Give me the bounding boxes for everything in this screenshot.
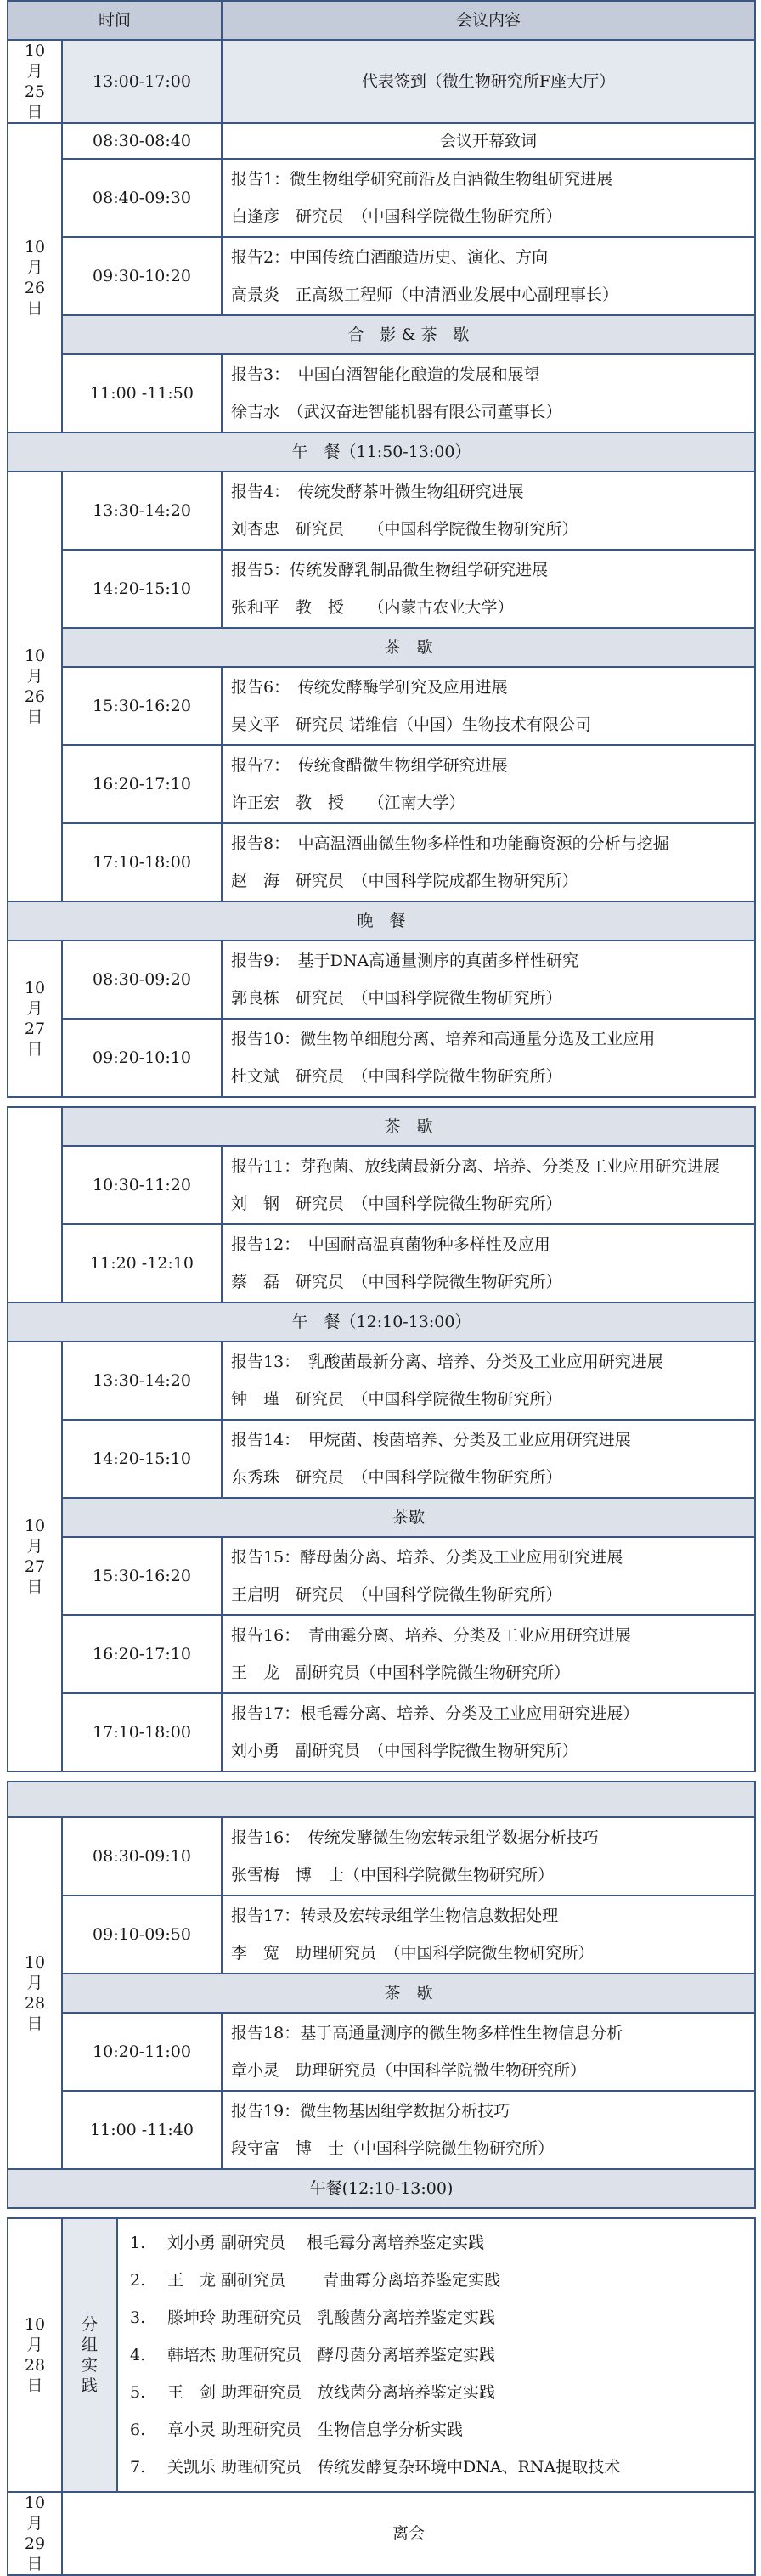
lunch-row [8,432,755,472]
break-row [8,628,755,667]
report-cell [222,745,755,823]
row-report [8,2013,755,2091]
break-label: 茶歇 [62,1498,755,1537]
lunch-label: 午 餐（11:50-13:00） [8,432,755,472]
report-speaker: 吴文平 研究员 诺维信（中国）生物技术有限公司 [231,715,592,734]
report-cell [222,2091,755,2169]
report-speaker: 杜文斌 研究员 （中国科学院微生物研究所） [231,1067,562,1086]
session-text: 会议开幕致词 [222,123,755,159]
time-cell: 08:30-08:40 [62,123,222,159]
report-speaker: 徐吉水 （武汉奋进智能机器有限公司董事长） [231,403,562,421]
date-cell: 10月 26日 [8,472,62,901]
row-report [8,2091,755,2169]
practice-list [130,2224,746,2486]
time-cell: 17:10-18:00 [62,823,222,901]
row-report [8,472,755,550]
report-cell [222,1537,755,1615]
report-cell [222,159,755,237]
report-speaker: 许正宏 教 授 （江南大学） [231,794,465,812]
report-speaker: 东秀珠 研究员 （中国科学院微生物研究所） [231,1468,562,1487]
date-cell-empty [8,1107,62,1302]
date-cell: 10月 28日 [8,1817,62,2169]
row-report [8,745,755,823]
break-row [8,1498,755,1537]
list-item: 6. 章小灵 助理研究员 生物信息学分析实践 [130,2421,464,2439]
break-label: 茶 歇 [62,1974,755,2013]
row-report [8,1895,755,1974]
report-speaker: 张和平 教 授 （内蒙古农业大学） [231,598,514,617]
header-row [8,1,755,40]
time-cell: 10:20-11:00 [62,2013,222,2091]
row-report [8,1342,755,1420]
report-cell [222,472,755,550]
list-item: 7. 关凯乐 助理研究员 传统发酵复杂环境中DNA、RNA提取技术 [130,2458,621,2477]
report-title: 报告7： 传统食醋微生物组学研究进展 [231,756,508,775]
time-cell: 13:30-14:20 [62,472,222,550]
time-cell: 17:10-18:00 [62,1693,222,1771]
report-title: 报告15：酵母菌分离、培养、分类及工业应用研究进展 [231,1548,623,1567]
time-cell: 08:30-09:10 [62,1817,222,1895]
list-item: 5. 王 剑 助理研究员 放线菌分离培养鉴定实践 [130,2383,496,2402]
time-cell: 09:20-10:10 [62,1019,222,1097]
time-cell: 11:00 -11:40 [62,2091,222,2169]
report-cell [222,1615,755,1693]
row-checkin [8,40,755,123]
row-report [8,667,755,745]
time-cell: 11:20 -12:10 [62,1224,222,1302]
report-cell [222,1693,755,1771]
date-cell: 10月 25日 [8,40,62,123]
report-title: 报告16： 青曲霉分离、培养、分类及工业应用研究进展 [231,1626,631,1645]
report-title: 报告2：中国传统白酒酿造历史、演化、方向 [231,248,549,267]
date-cell: 10月 27日 [8,941,62,1097]
report-title: 报告3： 中国白酒智能化酿造的发展和展望 [231,365,540,384]
time-cell: 13:30-14:20 [62,1342,222,1420]
date-cell: 10月 27日 [8,1342,62,1771]
list-item: 4. 韩培杰 助理研究员 酵母菌分离培养鉴定实践 [130,2346,496,2364]
report-title: 报告13： 乳酸菌最新分离、培养、分类及工业应用研究进展 [231,1353,663,1371]
report-cell [222,941,755,1019]
report-cell [222,1895,755,1974]
report-title: 报告5：传统发酵乳制品微生物组学研究进展 [231,561,549,579]
time-cell: 10:30-11:20 [62,1146,222,1224]
schedule-table [7,0,756,2576]
report-title: 报告10：微生物单细胞分离、培养和高通量分选及工业应用 [231,1030,656,1048]
row-report [8,354,755,432]
report-title: 报告16： 传统发酵微生物宏转录组学数据分析技巧 [231,1828,599,1847]
report-cell [222,2013,755,2091]
report-title: 报告19：微生物基因组学数据分析技巧 [231,2102,510,2121]
report-cell [222,354,755,432]
row-report [8,1420,755,1498]
blank-band [8,1782,755,1817]
report-cell [222,1342,755,1420]
list-item: 2. 王 龙 副研究员 青曲霉分离培养鉴定实践 [130,2271,501,2290]
row-report [8,941,755,1019]
report-title: 报告9： 基于DNA高通量测序的真菌多样性研究 [231,952,579,970]
report-speaker: 赵 海 研究员 （中国科学院成都生物研究所） [231,872,578,890]
time-cell: 08:30-09:20 [62,941,222,1019]
report-title: 报告14： 甲烷菌、梭菌培养、分类及工业应用研究进展 [231,1431,631,1449]
report-cell [222,1420,755,1498]
row-report [8,1019,755,1097]
dinner-label: 晚 餐 [8,901,755,941]
report-speaker: 白逢彦 研究员 （中国科学院微生物研究所） [231,207,562,226]
report-title: 报告6： 传统发酵酶学研究及应用进展 [231,678,508,697]
report-speaker: 王启明 研究员 （中国科学院微生物研究所） [231,1585,562,1604]
date-cell: 10月 26日 [8,123,62,432]
report-speaker: 刘杏忠 研究员 （中国科学院微生物研究所） [231,520,578,539]
report-speaker: 章小灵 助理研究员（中国科学院微生物研究所） [231,2061,587,2080]
report-title: 报告8： 中高温酒曲微生物多样性和功能酶资源的分析与挖掘 [231,834,669,853]
time-cell: 09:30-10:20 [62,237,222,315]
report-cell [222,237,755,315]
report-speaker: 郭良栋 研究员 （中国科学院微生物研究所） [231,989,562,1008]
break-row [8,1107,755,1146]
report-cell [222,1019,755,1097]
report-title: 报告11：芽孢菌、放线菌最新分离、培养、分类及工业应用研究进展 [231,1157,720,1176]
report-cell [222,823,755,901]
practice-label: 分 组 实 践 [63,2219,117,2491]
header-time: 时间 [8,1,222,40]
report-speaker: 刘小勇 副研究员 （中国科学院微生物研究所） [231,1742,578,1760]
row-report [8,159,755,237]
time-cell: 15:30-16:20 [62,1537,222,1615]
row-report [8,1693,755,1771]
date-cell: 10月 29日 [8,2492,62,2575]
row-report [8,550,755,628]
row-opening [8,123,755,159]
list-item: 3. 滕坤玲 助理研究员 乳酸菌分离培养鉴定实践 [130,2308,496,2327]
report-title: 报告4： 传统发酵茶叶微生物组研究进展 [231,483,524,501]
row-report [8,1615,755,1693]
report-speaker: 张雪梅 博 士（中国科学院微生物研究所） [231,1866,555,1884]
break-label: 茶 歇 [62,628,755,667]
break-row [8,1974,755,2013]
lunch-row [8,1302,755,1342]
row-report [8,1146,755,1224]
practice-row [8,2218,755,2492]
time-cell: 08:40-09:30 [62,159,222,237]
session-text: 代表签到（微生物研究所F座大厅） [222,40,755,123]
row-report [8,1537,755,1615]
report-cell [222,1146,755,1224]
row-report [8,1224,755,1302]
time-cell: 14:20-15:10 [62,550,222,628]
break-label: 茶 歇 [62,1107,755,1146]
time-cell: 16:20-17:10 [62,745,222,823]
report-speaker: 高景炎 正高级工程师（中清酒业发展中心副理事长） [231,285,619,304]
report-title: 报告18：基于高通量测序的微生物多样性生物信息分析 [231,2024,623,2042]
row-depart [8,2492,755,2575]
row-report [8,237,755,315]
lunch-row [8,2169,755,2208]
time-cell: 14:20-15:10 [62,1420,222,1498]
report-speaker: 王 龙 副研究员（中国科学院微生物研究所） [231,1664,571,1682]
report-speaker: 钟 瑾 研究员 （中国科学院微生物研究所） [231,1390,562,1409]
report-cell [222,550,755,628]
report-cell [222,667,755,745]
report-speaker: 李 宽 助理研究员 （中国科学院微生物研究所） [231,1944,595,1963]
report-title: 报告17：根毛霉分离、培养、分类及工业应用研究进展） [231,1704,640,1723]
header-content: 会议内容 [222,1,755,40]
time-cell: 16:20-17:10 [62,1615,222,1693]
session-text: 离会 [62,2492,755,2575]
lunch-label: 午 餐（12:10-13:00） [8,1302,755,1342]
report-title: 报告1：微生物组学研究前沿及白酒微生物组研究进展 [231,170,613,189]
report-title: 报告17：转录及宏转录组学生物信息数据处理 [231,1907,559,1925]
break-row [8,315,755,354]
time-cell: 09:10-09:50 [62,1895,222,1974]
lunch-label: 午餐(12:10-13:00) [8,2169,755,2208]
date-cell: 10月 28日 [8,2218,62,2492]
row-report [8,823,755,901]
dinner-row [8,901,755,941]
report-title: 报告12： 中国耐高温真菌物种多样性及应用 [231,1235,550,1254]
row-report [8,1817,755,1895]
practice-inner [63,2219,754,2491]
time-cell: 13:00-17:00 [62,40,222,123]
report-cell [222,1224,755,1302]
break-label: 合 影 & 茶 歇 [62,315,755,354]
report-speaker: 刘 钢 研究员 （中国科学院微生物研究所） [231,1195,562,1213]
time-cell: 15:30-16:20 [62,667,222,745]
report-cell [222,1817,755,1895]
list-item: 1. 刘小勇 副研究员 根毛霉分离培养鉴定实践 [130,2234,485,2252]
report-speaker: 段守富 博 士（中国科学院微生物研究所） [231,2139,555,2158]
time-cell: 11:00 -11:50 [62,354,222,432]
report-speaker: 蔡 磊 研究员 （中国科学院微生物研究所） [231,1273,562,1291]
